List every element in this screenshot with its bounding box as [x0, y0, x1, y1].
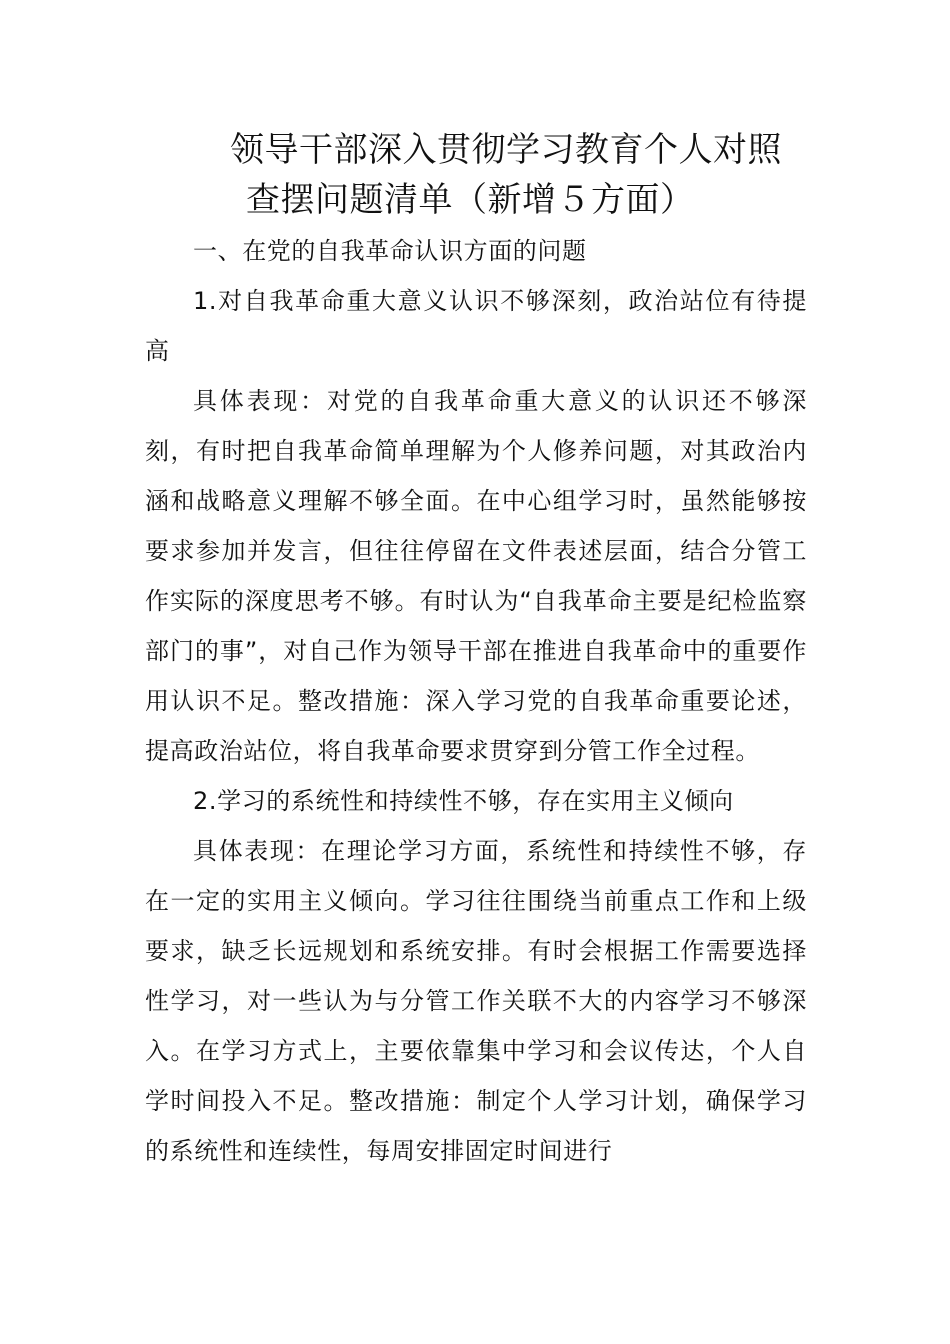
item-detail-1: 具体表现：对党的自我革命重大意义的认识还不够深刻，有时把自我革命简单理解为个人修养问题，对其政治内涵和战略意义理解不够全面。在中心组学习时，虽然能够按要求参加并发言，但往往停留在文件表述层面，结合分管工作实际的深度思考不够。有时认为“自我革命主要是纪检监察部门的事”，对自己作为领导干部在推进自我革命中的重要作用认识不足。整改措施：深入学习党的自我革命重要论述，提高政治站位，将自我革命要求贯穿到分管工作全过程。: [145, 387, 807, 765]
item-heading-2: 2.学习的系统性和持续性不够，存在实用主义倾向: [193, 787, 734, 815]
document-title-line-1: 领导干部深入贯彻学习教育个人对照: [230, 130, 782, 170]
item-detail-2: 具体表现：在理论学习方面，系统性和持续性不够，存在一定的实用主义倾向。学习往往围绕当前重点工作和上级要求，缺乏长远规划和系统安排。有时会根据工作需要选择性学习，对一些认为与分管工作关联不大的内容学习不够深入。在学习方式上，主要依靠集中学习和会议传达，个人自学时间投入不足。整改措施：制定个人学习计划，确保学习的系统性和连续性，每周安排固定时间进行: [145, 837, 807, 1165]
item-heading-1: 1.对自我革命重大意义认识不够深刻，政治站位有待提高: [145, 287, 807, 365]
document-title-line-2: 查摆问题清单（新增５方面）: [246, 180, 695, 220]
document-body: [145, 226, 807, 1176]
section-heading-1: 一、在党的自我革命认识方面的问题: [193, 237, 587, 265]
